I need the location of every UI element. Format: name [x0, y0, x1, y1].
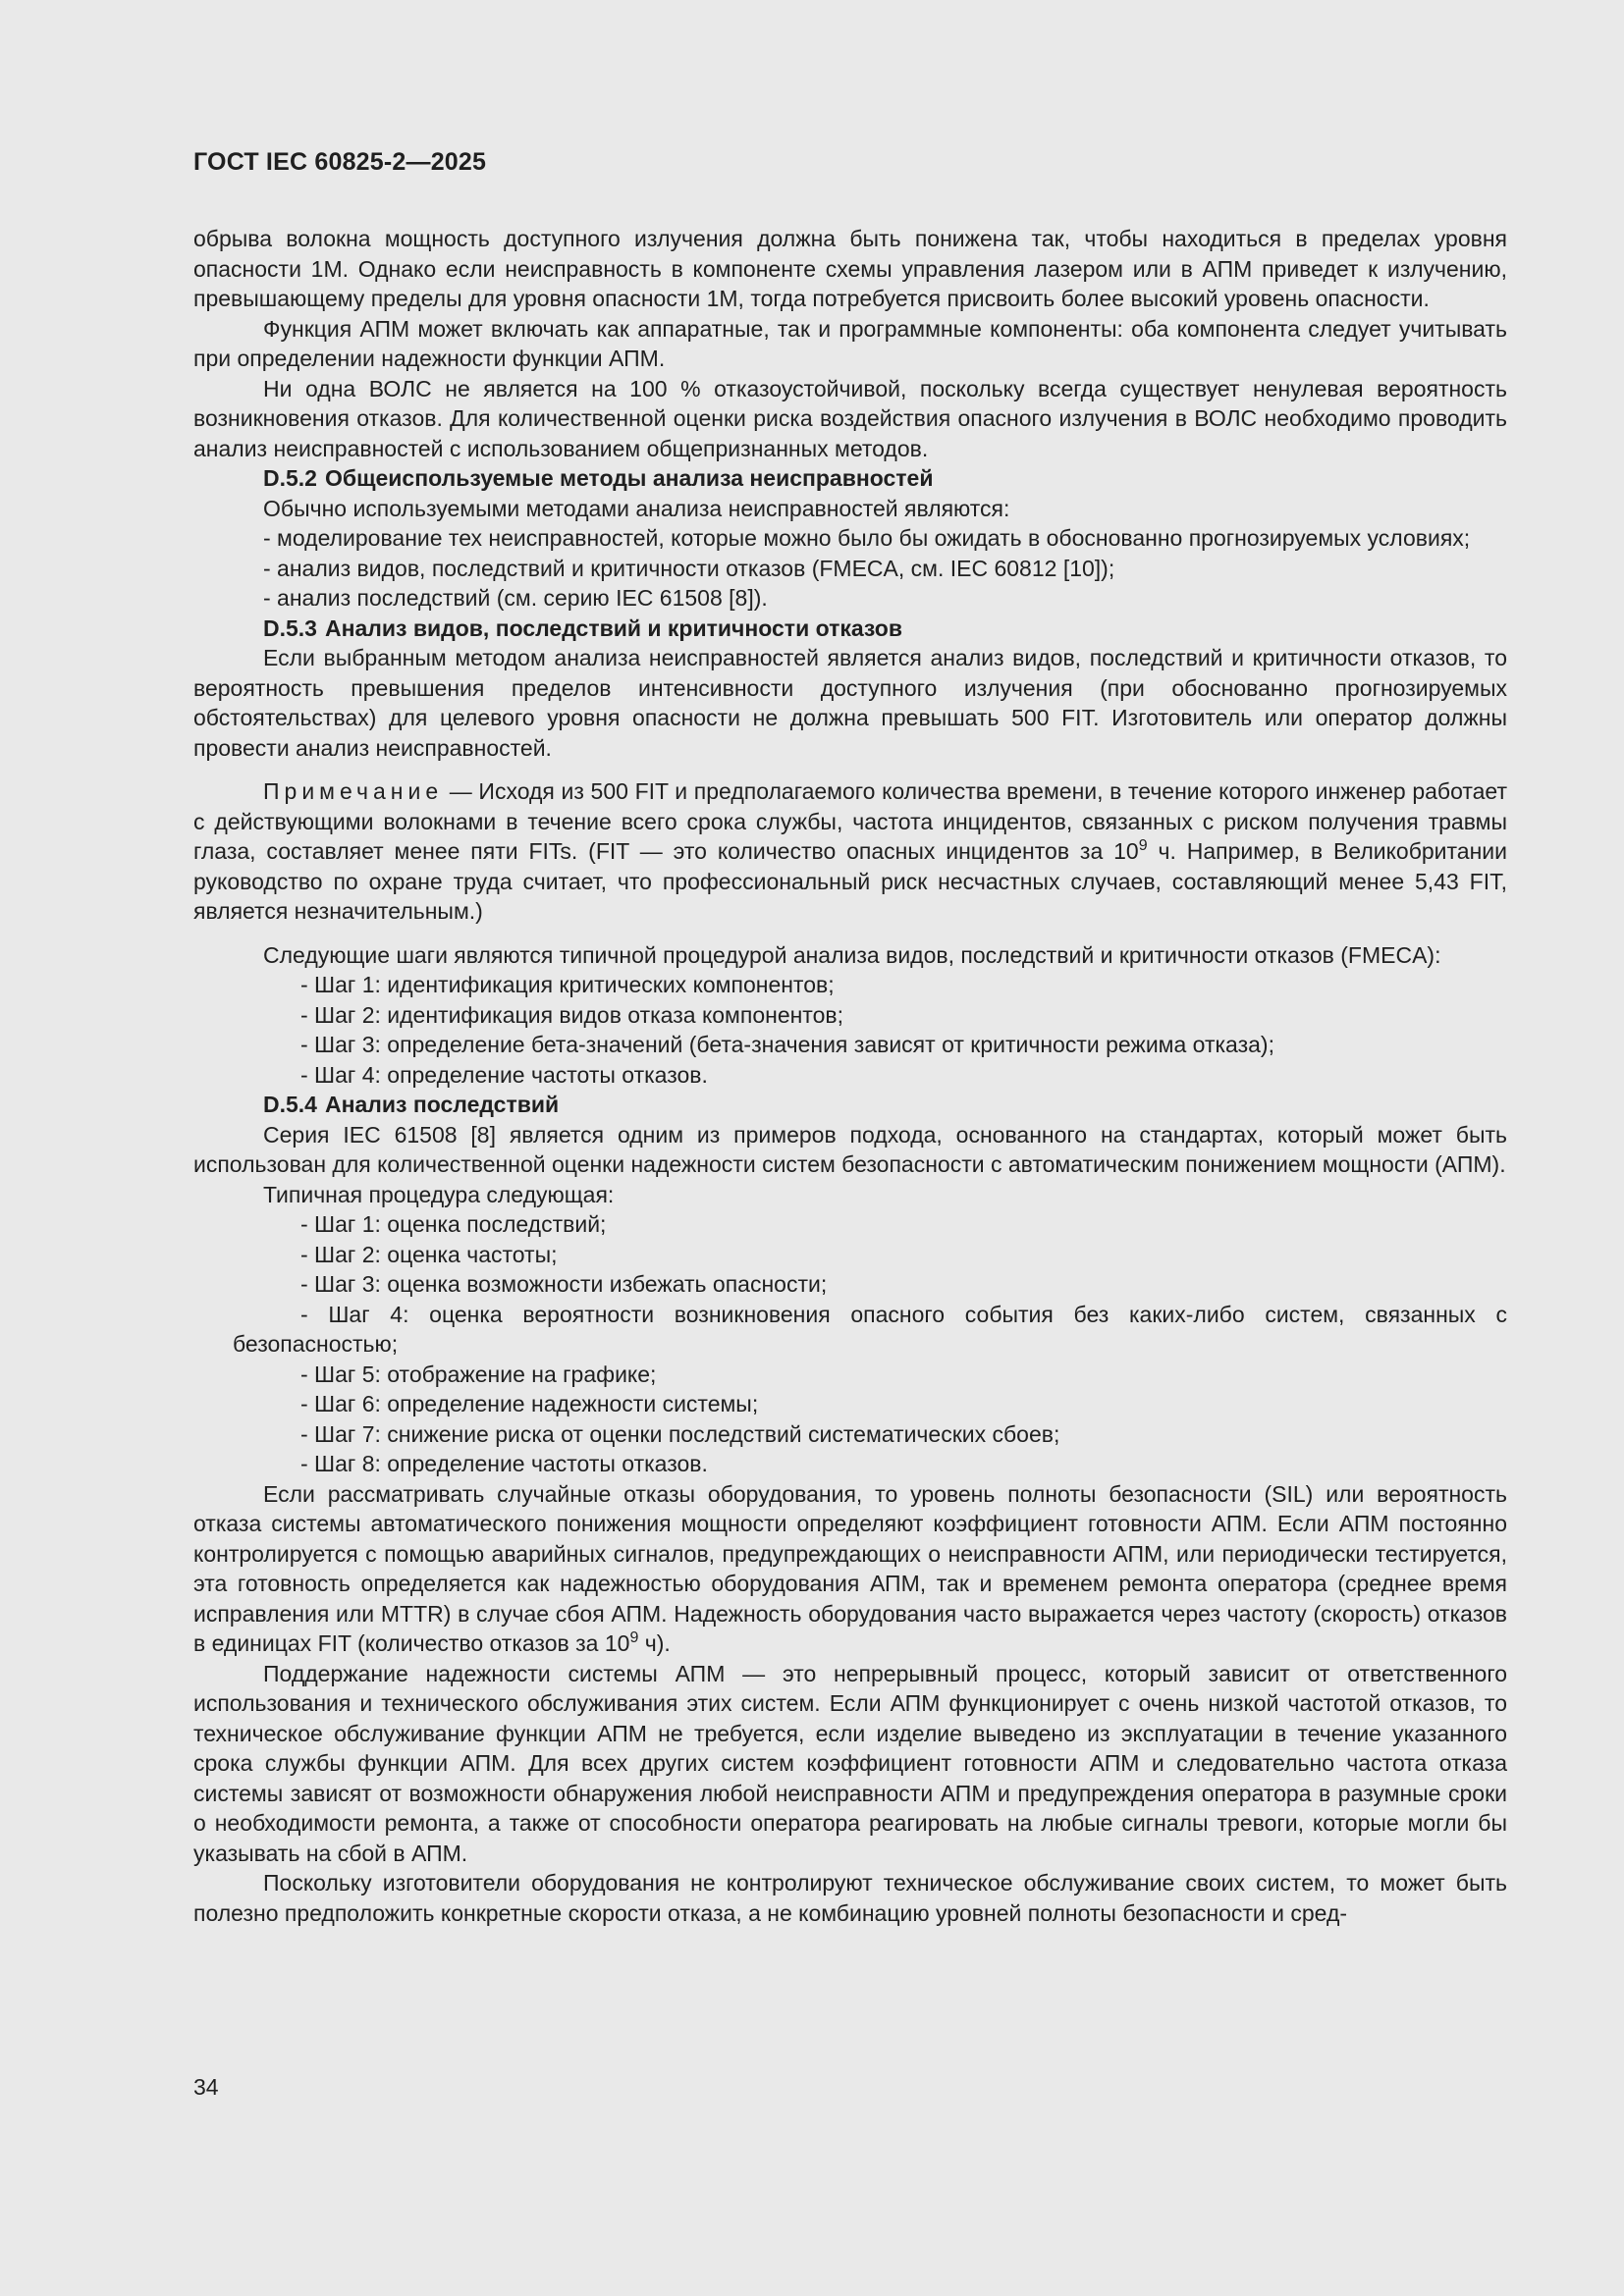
- list-item: - Шаг 3: определение бета-значений (бета-значения зависят от критичности режима отказа);: [300, 1032, 1274, 1057]
- list-item: - Шаг 5: отображение на графике;: [300, 1361, 657, 1387]
- list-item: - Шаг 3: оценка возможности избежать опасности;: [300, 1271, 828, 1297]
- page-number: 34: [193, 2074, 219, 2100]
- section-number: D.5.3: [263, 614, 317, 641]
- note-label: Примечание: [263, 778, 444, 804]
- section-number: D.5.4: [263, 1092, 317, 1117]
- list-item: - Шаг 4: определение частоты отказов.: [300, 1061, 708, 1088]
- list-item: - Шаг 4: оценка вероятности возникновения опасного события без каких-либо систем, связанных с безопасностью;: [233, 1301, 1507, 1357]
- list-item: - Шаг 1: оценка последствий;: [300, 1211, 607, 1237]
- paragraph: Серия IEC 61508 [8] является одним из примеров подхода, основанного на стандартах, который может быть использован для количественной оценки надежности систем безопасности с автоматическим понижением мощности (АПМ).: [193, 1121, 1507, 1177]
- section-number: D.5.2: [263, 465, 317, 491]
- paragraph: Поскольку изготовители оборудования не контролируют техническое обслуживание своих систем, то может быть полезно предположить конкретные скорости отказа, а не комбинацию уровней полноты безопасности и сред-: [193, 1870, 1507, 1926]
- list-item: - Шаг 2: оценка частоты;: [300, 1241, 558, 1267]
- note: [193, 776, 1507, 927]
- section-heading-d53: [193, 614, 1507, 644]
- list-item: - Шаг 8: определение частоты отказов.: [300, 1451, 708, 1476]
- list-item: - Шаг 2: идентификация видов отказа компонентов;: [300, 1001, 843, 1028]
- paragraph-text: Если рассматривать случайные отказы оборудования, то уровень полноты безопасности (SIL) или вероятность отказа системы автоматического понижения мощности определяют коэффициент готовности АПМ. Если АПМ постоянно контролируется с помощью аварийных сигналов, предупреждающих о неисправности АПМ, или периодически тестируется, эта готовность определяется как надежностью оборудования АПМ, так и временем ремонта оператора (среднее время исправления или MTTR) в случае сбоя АПМ. Надежность оборудования часто выражается через частоту (скорость) отказов в единицах FIT (количество отказов за 10: [193, 1480, 1507, 1656]
- note-text: ч. Например, в Великобритании руководство по охране труда считает, что профессиональный риск несчастных случаев, составляющий менее 5,43 FIT, является незначительным.): [193, 838, 1507, 924]
- paragraph: Ни одна ВОЛС не является на 100 % отказоустойчивой, поскольку всегда существует ненулевая вероятность возникновения отказов. Для количественной оценки риска воздействия опасного излучения в ВОЛС необходимо проводить анализ неисправностей с использованием общепризнанных методов.: [193, 375, 1507, 461]
- list-item: - Шаг 7: снижение риска от оценки последствий систематических сбоев;: [300, 1420, 1060, 1447]
- paragraph: [193, 1479, 1507, 1659]
- document-body: [193, 224, 1507, 1928]
- paragraph: Поддержание надежности системы АПМ — это непрерывный процесс, который зависит от ответственного использования и технического обслуживания этих систем. Если АПМ функционирует с очень низкой частотой отказов, то техническое обслуживание функции АПМ не требуется, если изделие выведено из эксплуатации в течение указанного срока службы функции АПМ. Для всех других систем коэффициент готовности АПМ и следовательно частота отказа системы зависят от возможности обнаружения любой неисправности АПМ и предупреждения оператора в разумные сроки о необходимости ремонта, а также от способности оператора реагировать на любые сигналы тревоги, которые могли бы указывать на сбой в АПМ.: [193, 1660, 1507, 1866]
- superscript: 9: [1138, 837, 1148, 854]
- section-title: Общеиспользуемые методы анализа неисправностей: [324, 465, 934, 491]
- list-item: - Шаг 1: идентификация критических компонентов;: [300, 972, 835, 997]
- paragraph: обрыва волокна мощность доступного излучения должна быть понижена так, чтобы находиться в пределах уровня опасности 1М. Однако если неисправность в компоненте схемы управления лазером или в АПМ приведет к излучению, превышающему пределы для уровня опасности 1М, тогда потребуется присвоить более высокий уровень опасности.: [193, 226, 1507, 311]
- list-item: - моделирование тех неисправностей, которые можно было бы ожидать в обоснованно прогнозируемых условиях;: [263, 525, 1471, 551]
- list-item: - анализ последствий (см. серию IEC 61508 [8]).: [263, 585, 768, 611]
- paragraph-text: ч).: [638, 1630, 671, 1656]
- paragraph: Функция АПМ может включать как аппаратные, так и программные компоненты: оба компонента следует учитывать при определении надежности функции АПМ.: [193, 315, 1507, 371]
- document-header: ГОСТ IEC 60825-2—2025: [193, 148, 487, 176]
- superscript: 9: [629, 1629, 639, 1646]
- section-title: Анализ последствий: [324, 1092, 560, 1117]
- paragraph: Следующие шаги являются типичной процедурой анализа видов, последствий и критичности отказов (FMECA):: [263, 941, 1441, 968]
- paragraph: Если выбранным методом анализа неисправностей является анализ видов, последствий и критичности отказов, то вероятность превышения пределов интенсивности доступного излучения (при обоснованно прогнозируемых обстоятельствах) для целевого уровня опасности не должна превышать 500 FIT. Изготовитель или оператор должны провести анализ неисправностей.: [193, 645, 1507, 761]
- document-page: [193, 0, 1507, 2296]
- list-item: - анализ видов, последствий и критичности отказов (FMECA, см. IEC 60812 [10]);: [263, 555, 1115, 581]
- list-item: - Шаг 6: определение надежности системы;: [300, 1391, 759, 1416]
- section-title: Анализ видов, последствий и критичности отказов: [324, 614, 902, 641]
- section-heading-d52: [193, 463, 1507, 494]
- paragraph: Обычно используемыми методами анализа неисправностей являются:: [263, 495, 1010, 521]
- section-heading-d54: [193, 1090, 1507, 1120]
- paragraph: Типичная процедура следующая:: [263, 1181, 615, 1207]
- note-text: — Исходя из 500 FIT и предполагаемого количества времени, в течение которого инженер работает с действующими волокнами в течение всего срока службы, частота инцидентов, связанных с риском получения травмы глаза, составляет менее пяти FITs. (FIT — это количество опасных инцидентов за 10: [193, 778, 1507, 864]
